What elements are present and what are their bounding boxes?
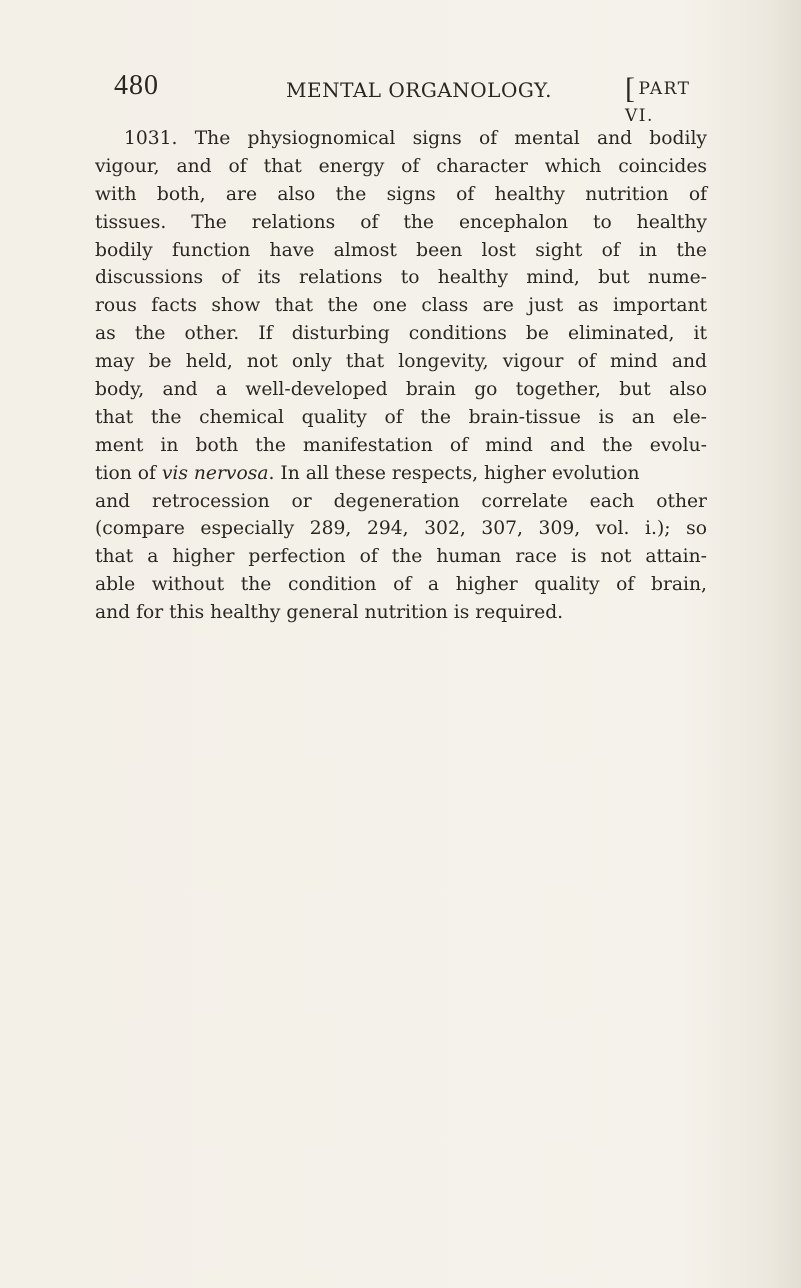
text-line: that a higher perfection of the human race is not attain- bbox=[95, 546, 707, 568]
text-fragment: tion of bbox=[95, 462, 162, 484]
part-label bbox=[625, 72, 710, 126]
italic-term: vis nervosa bbox=[161, 462, 269, 484]
text-line: discussions of its relations to healthy mind, but nume- bbox=[95, 267, 707, 289]
text-line-with-italic bbox=[95, 460, 707, 488]
page-header bbox=[114, 70, 710, 126]
text-line: and retrocession or degeneration correlate each other bbox=[95, 490, 707, 512]
text-line: rous facts show that the one class are just as important bbox=[95, 295, 707, 317]
text-line-last: and for this healthy general nutrition is required. bbox=[95, 602, 564, 624]
text-line: able without the condition of a higher quality of brain, bbox=[95, 574, 707, 596]
text-line: with both, are also the signs of healthy nutrition of bbox=[95, 183, 707, 205]
text-line: as the other. If disturbing conditions be eliminated, it bbox=[95, 323, 707, 345]
text-fragment: . In all these respects, higher evolution bbox=[268, 462, 640, 484]
part-label-text: PART VI. bbox=[625, 79, 691, 126]
text-line: tissues. The relations of the encephalon to healthy bbox=[95, 211, 707, 233]
paragraph-1031 bbox=[95, 125, 707, 627]
text-line: may be held, not only that longevity, vigour of mind and bbox=[95, 351, 707, 373]
text-line: body, and a well-developed brain go together, but also bbox=[95, 379, 707, 401]
text-line: that the chemical quality of the brain-tissue is an ele- bbox=[95, 406, 707, 428]
text-line: ment in both the manifestation of mind and the evolu- bbox=[95, 434, 707, 456]
text-line: bodily function have almost been lost sight of in the bbox=[95, 239, 707, 261]
text-line: vigour, and of that energy of character which coincides bbox=[95, 155, 707, 177]
text-line: 1031. The physiognomical signs of mental and bodily bbox=[124, 128, 707, 149]
running-title: MENTAL ORGANOLOGY. bbox=[286, 78, 552, 102]
page-number: 480 bbox=[114, 70, 159, 101]
bracket-glyph: [ bbox=[625, 72, 637, 105]
text-line: (compare especially 289, 294, 302, 307, 309, vol. i.); so bbox=[95, 518, 707, 540]
